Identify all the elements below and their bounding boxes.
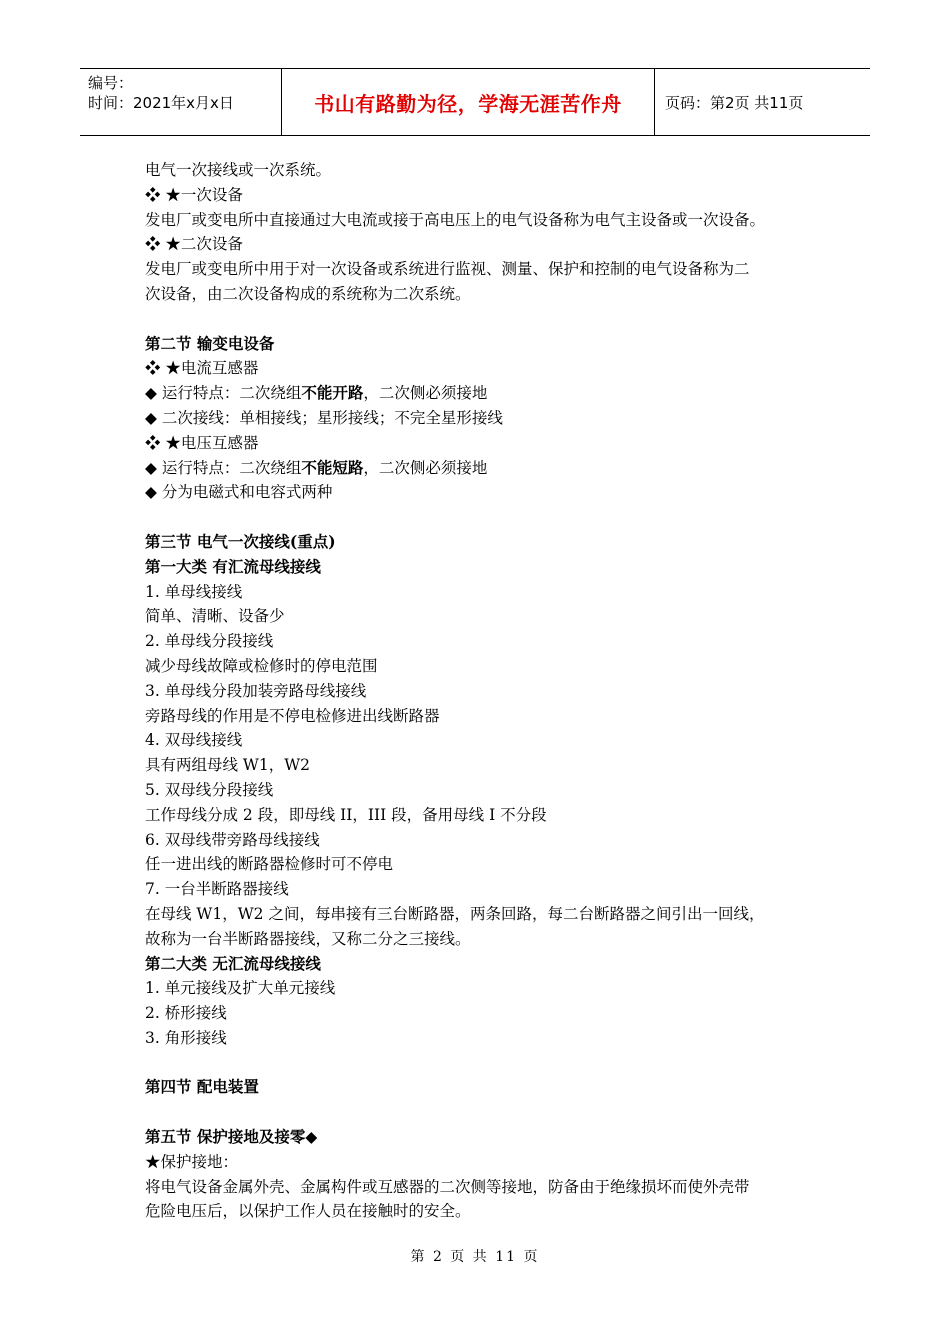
- paragraph: 将电气设备金属外壳、金属构件或互感器的二次侧等接地，防备由于绝缘损坏而使外壳带: [145, 1177, 750, 1196]
- header-motto: 书山有路勤为径，学海无涯苦作舟: [282, 69, 655, 135]
- ct-wiring-item: ◆ 二次接线：单相接线；星形接线；不完全星形接线: [145, 408, 503, 427]
- emphasis: 不能开路: [301, 383, 364, 403]
- section-heading: 第三节 电气一次接线(重点): [145, 531, 336, 551]
- doc-time-label: 时间：2021年x月x日: [88, 94, 234, 112]
- list-item: 3. 角形接线: [145, 1028, 227, 1047]
- list-description: 工作母线分成 2 段，即母线 II，III 段，备用母线 I 不分段: [145, 805, 547, 824]
- list-description: 减少母线故障或检修时的停电范围: [145, 656, 378, 675]
- emphasis: 不能短路: [301, 457, 364, 477]
- list-item: 3. 单母线分段加装旁路母线接线: [145, 681, 367, 700]
- paragraph: 次设备，由二次设备构成的系统称为二次系统。: [145, 284, 471, 303]
- category-heading: 第二大类 无汇流母线接线: [145, 953, 321, 973]
- section-heading: 第四节 配电装置: [145, 1077, 259, 1097]
- vt-operation-item: ◆ 运行特点：二次绕组不能短路，二次侧必须接地: [145, 457, 488, 477]
- list-description: 旁路母线的作用是不停电检修进出线断路器: [145, 706, 440, 725]
- list-description: 任一进出线的断路器检修时可不停电: [145, 855, 394, 874]
- page-footer: 第 2 页 共 11 页: [410, 1249, 540, 1265]
- list-item: 2. 单母线分段接线: [145, 632, 274, 651]
- paragraph: 电气一次接线或一次系统。: [145, 161, 332, 179]
- list-item: 5. 双母线分段接线: [145, 780, 274, 799]
- list-item: 6. 双母线带旁路母线接线: [145, 830, 320, 849]
- header-meta: [80, 69, 282, 135]
- list-item: 4. 双母线接线: [145, 731, 243, 750]
- list-item: 2. 桥形接线: [145, 1004, 227, 1023]
- list-description: 故称为一台半断路器接线，又称二分之三接线。: [145, 929, 471, 948]
- list-description: 简单、清晰、设备少: [145, 607, 285, 626]
- bullet-current-transformer: ❖ ★电流互感器: [145, 359, 259, 378]
- section-heading: 第二节 输变电设备: [145, 333, 275, 353]
- list-item: 1. 单元接线及扩大单元接线: [145, 979, 336, 998]
- paragraph: 危险电压后，以保护工作人员在接触时的安全。: [145, 1202, 471, 1221]
- protective-earthing-title: ★保护接地：: [145, 1152, 239, 1171]
- list-item: 1. 单母线接线: [145, 582, 243, 601]
- document-body: [145, 158, 815, 1224]
- section-heading: 第五节 保护接地及接零◆: [145, 1127, 318, 1147]
- list-item: 7. 一台半断路器接线: [145, 880, 289, 899]
- page-header: [80, 68, 870, 136]
- bullet-primary-equipment: ❖ ★一次设备: [145, 185, 243, 204]
- ct-operation-item: ◆ 运行特点：二次绕组不能开路，二次侧必须接地: [145, 383, 488, 403]
- paragraph: 发电厂或变电所中直接通过大电流或接于高电压上的电气设备称为电气主设备或一次设备。: [145, 210, 766, 229]
- bullet-voltage-transformer: ❖ ★电压互感器: [145, 433, 259, 452]
- list-description: 具有两组母线 W1，W2: [145, 756, 311, 775]
- list-description: 在母线 W1，W2 之间，每串接有三台断路器，两条回路，每二台断路器之间引出一回线，: [145, 904, 765, 923]
- header-page-number: 页码：第2页 共11页: [665, 93, 804, 112]
- paragraph: 发电厂或变电所中用于对一次设备或系统进行监视、测量、保护和控制的电气设备称为二: [145, 260, 750, 279]
- doc-number-label: 编号：: [88, 74, 134, 92]
- category-heading: 第一大类 有汇流母线接线: [145, 556, 321, 576]
- bullet-secondary-equipment: ❖ ★二次设备: [145, 235, 243, 254]
- vt-types-item: ◆ 分为电磁式和电容式两种: [145, 483, 333, 502]
